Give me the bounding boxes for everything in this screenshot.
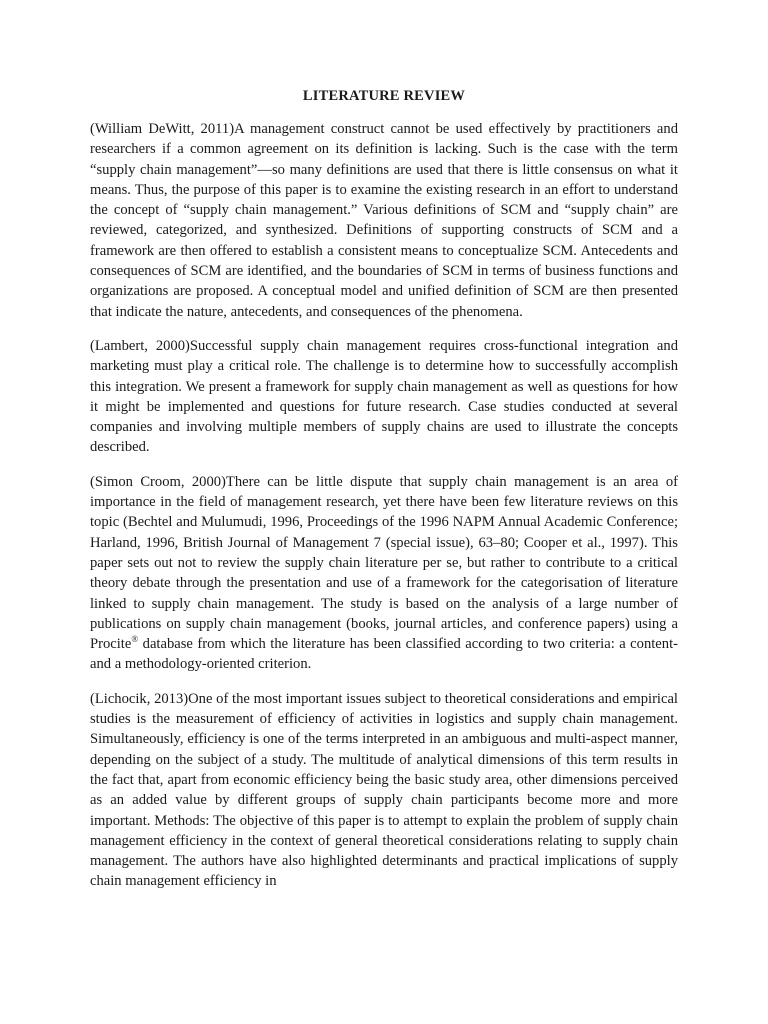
document-page xyxy=(90,88,678,906)
paragraph-dewitt: (William DeWitt, 2011)A management construct cannot be used effectively by practitioners and researchers if a common agreement on its definition is lacking. Such is the case with the term “supply chain management”—so many definitions are used that there is little consensus on what it means. Thus, the purpose of this paper is to examine the existing research in an effort to understand the concept of “supply chain management.” Various definitions of SCM and “supply chain” are reviewed, categorized, and synthesized. Definitions of supporting constructs of SCM and a framework are then offered to establish a consistent means to conceptualize SCM. Antecedents and consequences of SCM are identified, and the boundaries of SCM in terms of business functions and organizations are proposed. A conceptual model and unified definition of SCM are then presented that indicate the nature, antecedents, and consequences of the phenomena. xyxy=(90,121,678,320)
paragraph-lichocik: (Lichocik, 2013)One of the most important issues subject to theoretical considerations and empirical studies is the measurement of efficiency of activities in logistics and supply chain management. Simultaneously, efficiency is one of the terms interpreted in an ambiguous and multi-aspect manner, depending on the subject of a study. The multitude of analytical dimensions of this term results in the fact that, apart from economic efficiency being the basic study area, other dimensions perceived as an added value by different groups of supply chain participants become more and more important. Methods: The objective of this paper is to attempt to explain the problem of supply chain management efficiency in the context of general theoretical considerations relating to supply chain management. The authors have also highlighted determinants and practical implications of supply chain management efficiency in xyxy=(90,690,678,890)
paragraph-lambert: (Lambert, 2000)Successful supply chain management requires cross-functional integration and marketing must play a critical role. The challenge is to determine how to successfully accomplish this integration. We present a framework for supply chain management as well as questions for how it might be implemented and questions for future research. Case studies conducted at several companies and involving multiple members of supply chains are used to illustrate the concepts described. xyxy=(90,337,678,456)
page-title: LITERATURE REVIEW xyxy=(302,88,466,104)
paragraph-croom-text-before: (Simon Croom, 2000)There can be little dispute that supply chain management is an area of importance in the field of management research, yet there have been few literature reviews on this topic (Bechtel and Mulumudi, 1996, Proceedings of the 1996 NAPM Annual Academic Conference; Harland, 1996, British Journal of Management 7 (special issue), 63–80; Cooper et al., 1997). This paper sets out not to review the supply chain literature per se, but rather to contribute to a critical theory debate through the presentation and use of a framework for the categorisation of literature linked to supply chain management. The study is based on the analysis of a large number of publications on supply chain management (books, journal articles, and conference papers) using a Procite xyxy=(90,473,678,653)
paragraph-croom-text-after: database from which the literature has been classified according to two criteria: a content- and a methodology-oriented criterion. xyxy=(90,636,678,673)
paragraph-croom xyxy=(90,472,678,675)
registered-mark: ® xyxy=(131,634,139,645)
